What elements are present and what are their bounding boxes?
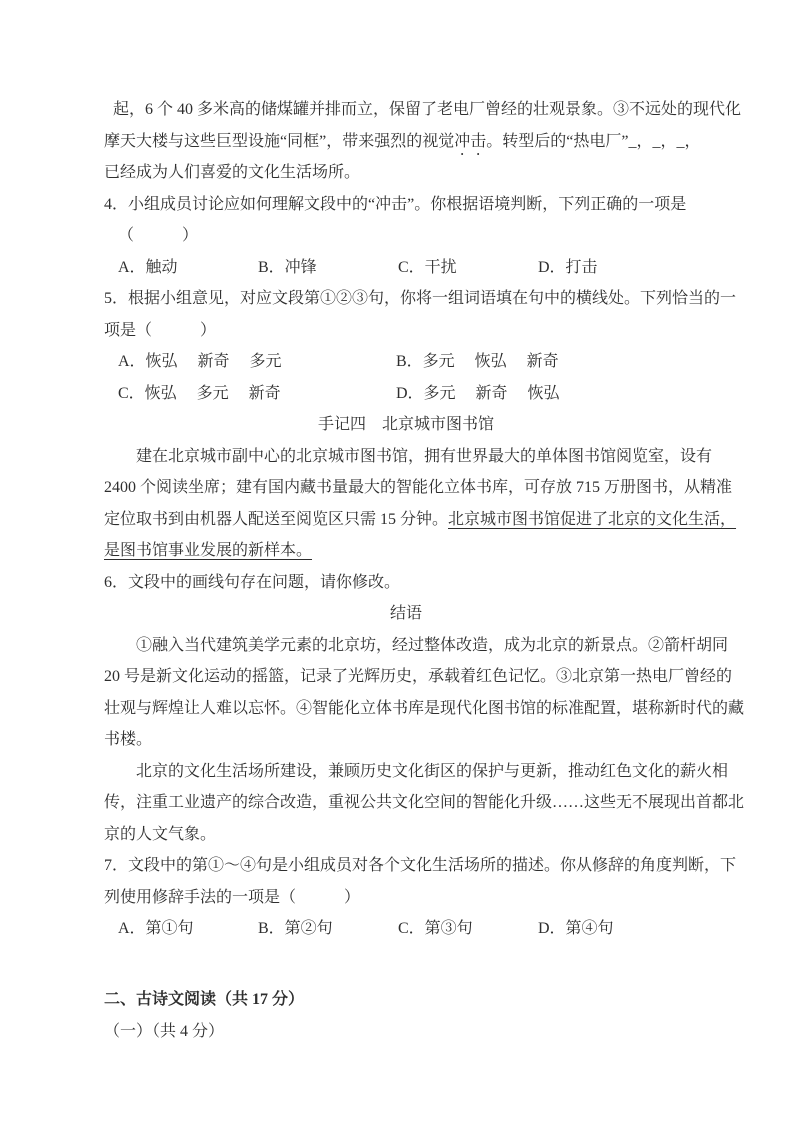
section2-subheading: （一）（共 4 分） (104, 1022, 225, 1040)
summary-line1: 北京的文化生活场所建设，兼顾历史文化街区的保护与更新，推动红色文化的薪火相 (136, 762, 729, 780)
conclusion-title: 结语 (389, 605, 422, 622)
library-line4 (104, 535, 708, 567)
conclusion-line3: 壮观与辉煌让人难以忘怀。④智能化立体书库是现代化图书馆的标准配置，堪称新时代的藏 (104, 699, 745, 717)
conclusion-line1: ①融入当代建筑美学元素的北京坊，经过整体改造，成为北京的新景点。②箭杆胡同 (136, 636, 729, 654)
library-line3-pre: 定位取书到由机器人配送至阅览区只需 15 分钟。 (104, 510, 449, 528)
summary-line3: 京的人文气象。 (104, 825, 217, 843)
para1-line2-emphasized-word: 冲击 (454, 132, 487, 150)
question7-option-a: A．第①句 (118, 920, 194, 937)
conclusion-line4: 书楼。 (104, 731, 153, 748)
question5-line2: 项是（ ） (104, 321, 217, 339)
question4-option-d: D．打击 (538, 258, 598, 276)
para1-line2 (104, 126, 708, 158)
question4-line1: 4．小组成员讨论应如何理解文段中的“冲击”。你根据语境判断，下列正确的一项是 (104, 195, 687, 213)
question5-options-row1 (104, 346, 708, 378)
library-line3-underlined: 北京城市图书馆促进了北京的文化生活， (448, 510, 737, 528)
question5-line1: 5．根据小组意见，对应文段第①②③句，你将一组词语填在句中的横线处。下列恰当的一 (104, 290, 737, 307)
note4-title: 手记四 北京城市图书馆 (317, 416, 494, 433)
question5-option-c: C．恢弘 多元 新奇 (118, 384, 281, 402)
question5-option-b: B．多元 恢弘 新奇 (396, 353, 559, 370)
question7-line2: 列使用修辞手法的一项是（ ） (104, 888, 361, 906)
question7-options-row (104, 913, 708, 945)
question5-option-a: A．恢弘 新奇 多元 (118, 353, 282, 370)
library-line3 (104, 504, 737, 536)
para1-line2-pre: 摩天大楼与这些巨型设施“同框”，带来强烈的视觉 (104, 132, 455, 150)
question5-option-d: D．多元 新奇 恢弘 (396, 384, 560, 402)
question5-options-row2 (104, 378, 708, 410)
section2-heading: 二、古诗文阅读（共 17 分） (104, 991, 305, 1008)
question4-option-a: A．触动 (118, 258, 178, 276)
para1-line2-post-with-blanks: 。转型后的“热电厂”_，_，_， (486, 132, 701, 150)
question4-option-c: C．干扰 (398, 258, 457, 276)
library-line1: 建在北京城市副中心的北京城市图书馆，拥有世界最大的单体图书馆阅览室，设有 (136, 447, 713, 465)
question4-options-row (104, 252, 708, 284)
summary-line2: 传，注重工业遗产的综合改造，重视公共文化空间的智能化升级……这些无不展现出首都北 (104, 794, 745, 811)
library-line4-underlined: 是图书馆事业发展的新样本。 (104, 542, 313, 559)
question7-option-b: B．第②句 (258, 920, 333, 937)
blank-line (104, 945, 708, 977)
question7-option-d: D．第④句 (538, 920, 614, 937)
page-content (104, 94, 745, 1047)
question4-option-b: B．冲锋 (258, 258, 317, 276)
question6-line: 6．文段中的画线句存在问题，请你修改。 (104, 573, 401, 591)
question7-line1: 7．文段中的第①～④句是小组成员对各个文化生活场所的描述。你从修辞的角度判断，下 (104, 857, 737, 874)
conclusion-line2: 20 号是新文化运动的摇篮，记录了光辉历史，承载着红色记忆。③北京第一热电厂曾经的 (104, 668, 733, 685)
para1-line1: 起，6 个 40 多米高的储煤罐并排而立，保留了老电厂曾经的壮观景象。③不远处的现代化 (113, 101, 742, 118)
question4-answer-parens: （ ） (118, 227, 199, 244)
library-line2: 2400 个阅读坐席；建有国内藏书量最大的智能化立体书库，可存放 715 万册图书，从精准 (104, 479, 733, 496)
question7-option-c: C．第③句 (398, 920, 473, 937)
para1-line3: 已经成为人们喜爱的文化生活场所。 (104, 164, 361, 181)
